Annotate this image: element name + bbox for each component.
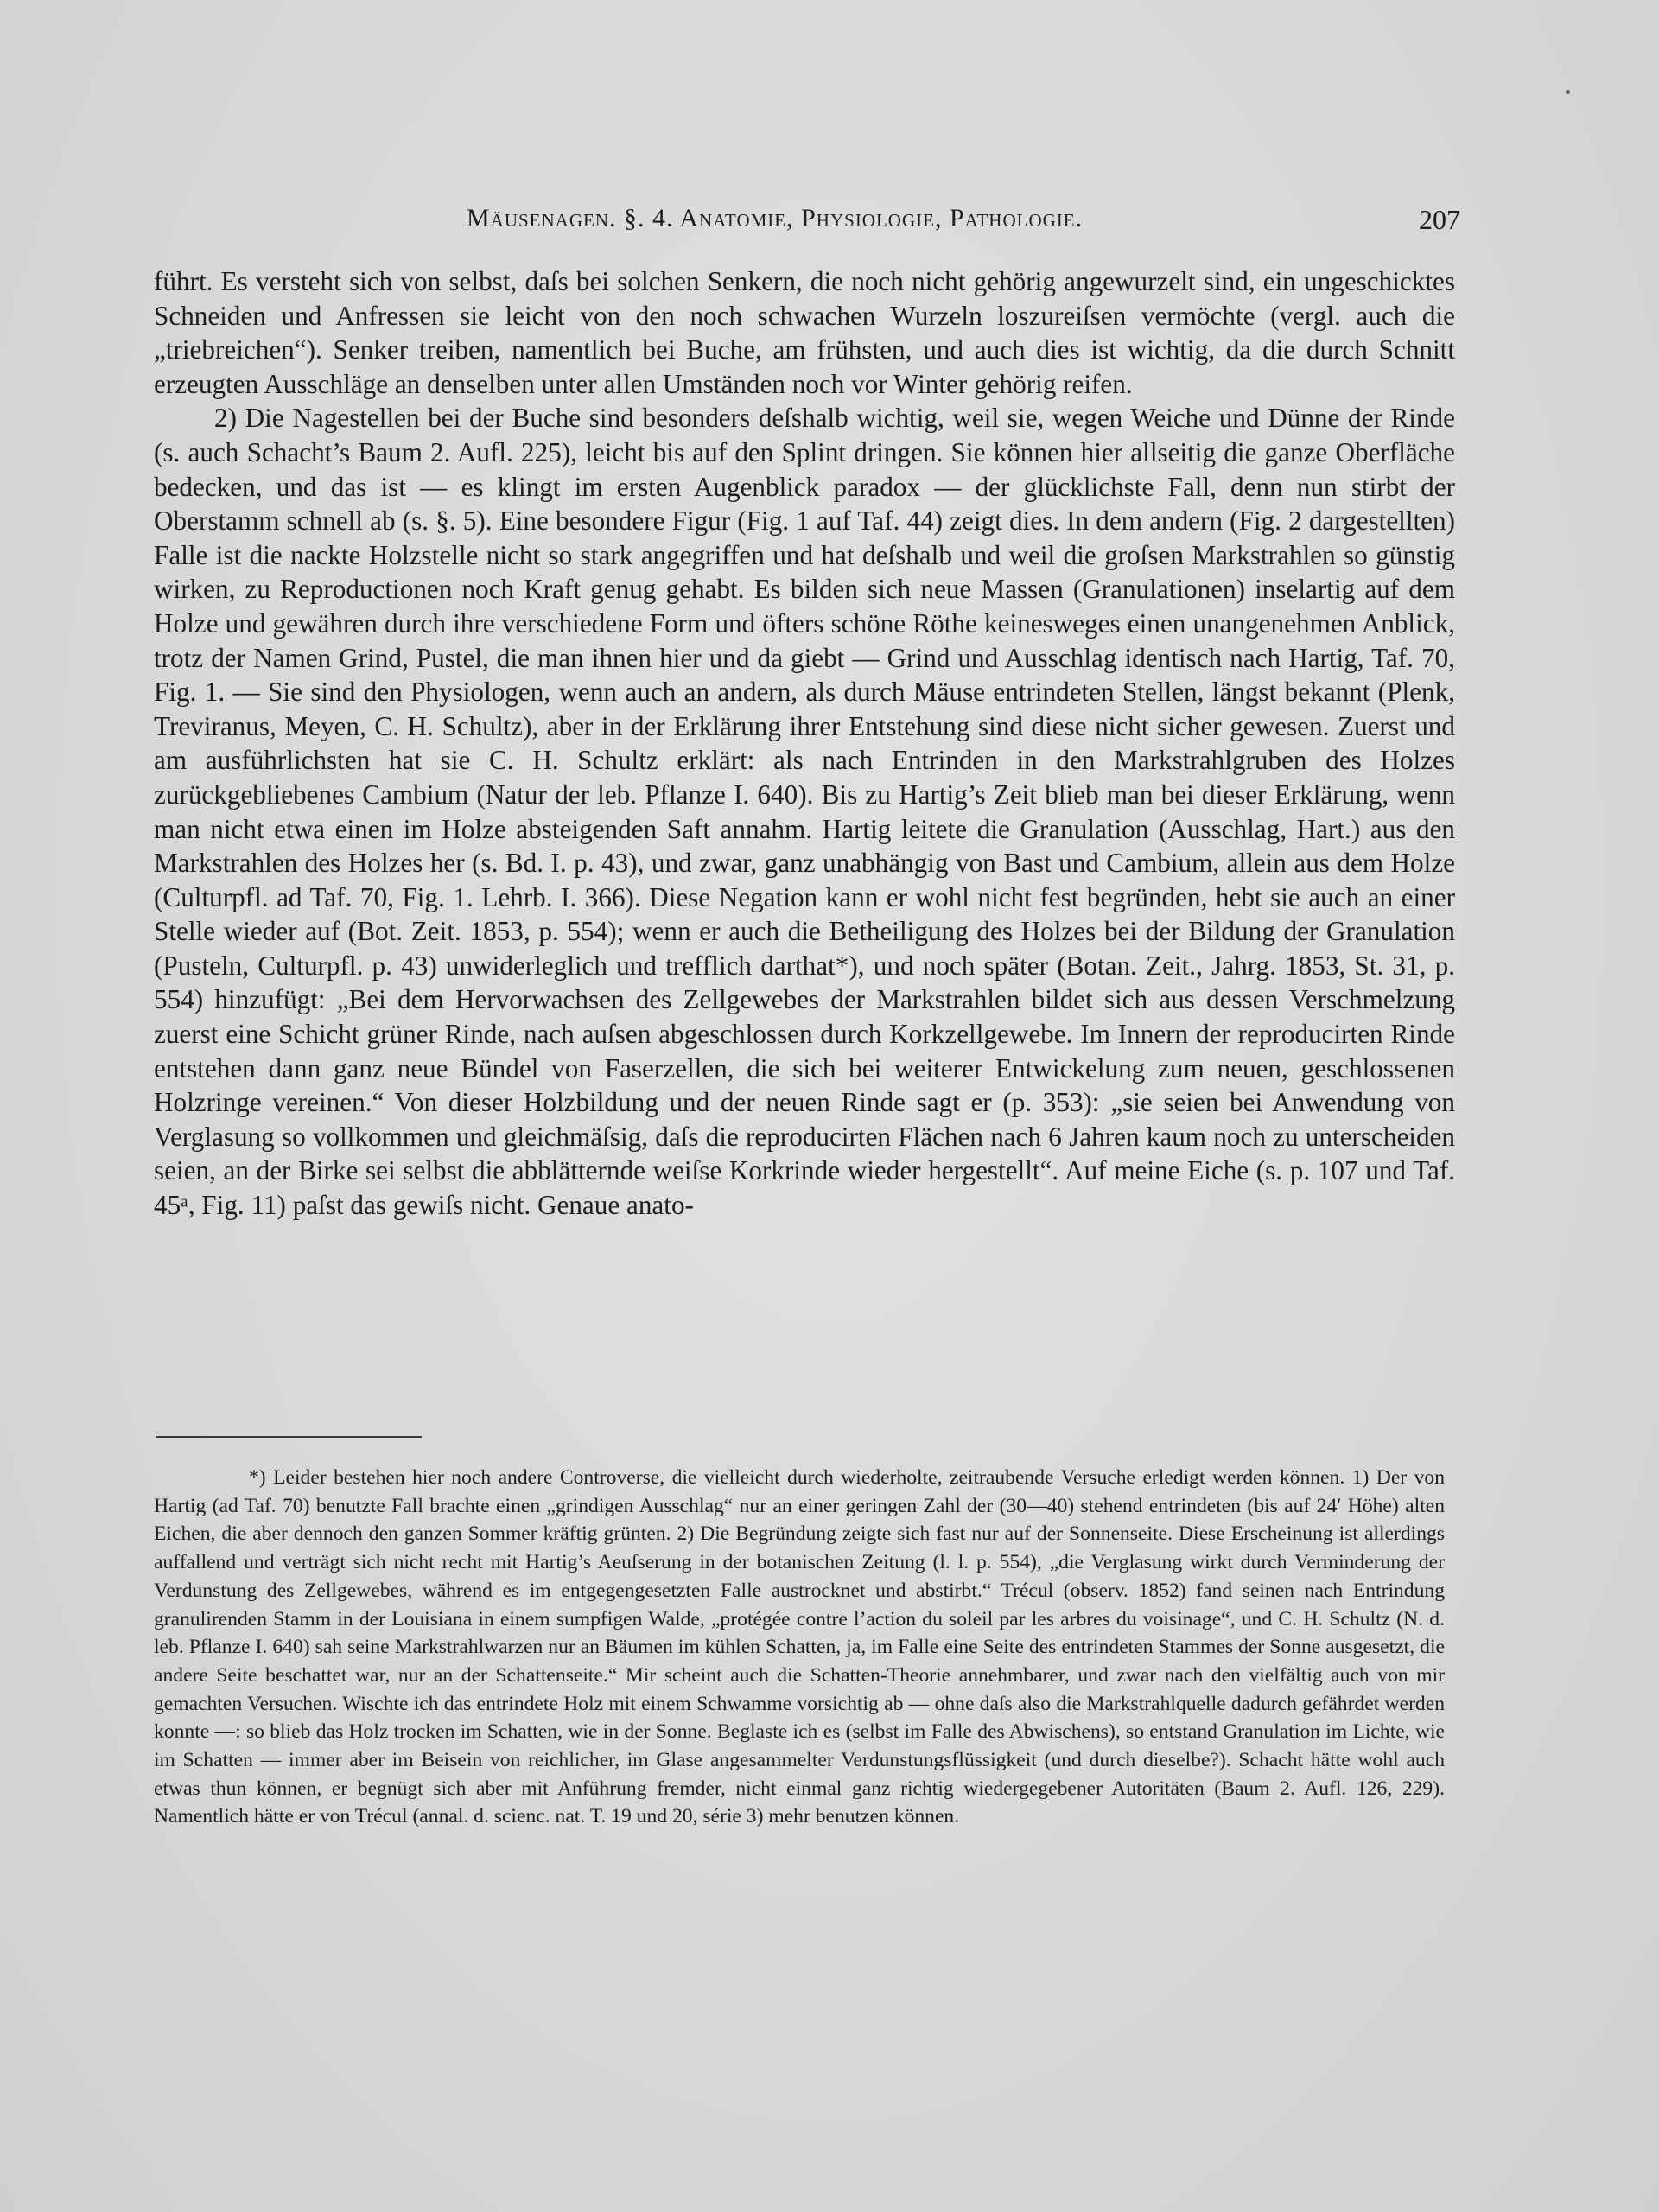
footnote-text: *) Leider bestehen hier noch andere Controverse, die vielleicht durch wiederholte, zeitraubende Versuche erledigt werden können. 1) Der von Hartig (ad Taf. 70) benutzte Fall brachte einen „grindigen Ausschlag“ nur an einer geringen Zahl der (30—40) stehend entrindeten (bis auf 24′ Höhe) alten Eichen, die aber dennoch den ganzen Sommer kräftig grünten. 2) Die Begründung zeigte sich fast nur auf der Sonnenseite. Diese Erscheinung ist allerdings auffallend und verträgt sich nicht recht mit Hartig’s Aeuſserung in der botanischen Zeitung (l. l. p. 554), „die Verglasung wirkt durch Verminderung der Verdunstung des Zellgewebes, während es im entgegengesetzten Falle austrocknet und abstirbt.“ Trécul (observ. 1852) fand seinen nach Entrindung granulirenden Stamm in der Louisiana in einem sumpfigen Walde, „protégée contre l’action du soleil par les arbres du voisinage“, und C. H. Schultz (N. d. leb. Pflanze I. 640) sah seine Markstrahlwarzen nur an Bäumen im kühlen Schatten, ja, im Falle eine Seite des entrindeten Stammes der Sonne ausgesetzt, die andere Seite beschattet war, nur an der Schattenseite.“ Mir scheint auch die Schatten-Theorie annehmbarer, und zwar nach den vielfältig auch von mir gemachten Versuchen. Wischte ich das entrindete Holz mit einem Schwamme vorsichtig ab — ohne daſs also die Markstrahlquelle dadurch gefährdet werden konnte —: so blieb das Holz trocken im Schatten, wie in der Sonne. Beglaste ich es (selbst im Falle des Abwischens), so entstand Granulation im Lichte, wie im Schatten — immer aber im Beisein von reichlicher, im Glase angesammelter Verdunstungsflüssigkeit (und durch dieselbe?). Schacht hätte wohl auch etwas thun können, er begnügt sich aber mit Anführung fremder, nicht einmal ganz richtig wiedergegebener Autoritäten (Baum 2. Aufl. 126, 229). Namentlich hätte er von Trécul (annal. d. scienc. nat. T. 19 und 20, série 3) mehr benutzen können. [154,1466,1445,1828]
body-paragraph: führt. Es versteht sich von selbst, daſs bei solchen Senkern, die noch nicht gehörig angewurzelt sind, ein ungeschicktes Schneiden und Anfressen sie leicht von den noch schwachen Wurzeln loszureiſsen vermöchte (vergl. auch die „triebreichen“). Senker treiben, namentlich bei Buche, am frühsten, und auch dies ist wichtig, da die durch Schnitt erzeugten Ausschläge an denselben unter allen Umständen noch vor Winter gehörig reifen. [154,266,1455,399]
page-header [156,204,1460,247]
page-number: 207 [1419,204,1460,235]
main-text [154,264,1455,1223]
body-paragraph: 2) Die Nagestellen bei der Buche sind besonders deſshalb wichtig, weil sie, wegen Weiche und Dünne der Rinde (s. auch Schacht’s Baum 2. Aufl. 225), leicht bis auf den Splint dringen. Sie können hier allseitig die ganze Oberfläche bedecken, und das ist — es klingt im ersten Augenblick paradox — der glücklichste Fall, denn nun stirbt der Oberstamm schnell ab (s. §. 5). Eine besondere Figur (Fig. 1 auf Taf. 44) zeigt dies. In dem andern (Fig. 2 dargestellten) Falle ist die nackte Holzstelle nicht so stark angegriffen und hat deſshalb und weil die groſsen Markstrahlen so günstig wirken, zu Reproductionen noch Kraft genug gehabt. Es bilden sich neue Massen (Granulationen) inselartig auf dem Holze und gewähren durch ihre verschiedene Form und öfters schöne Röthe keinesweges einen unangenehmen Anblick, trotz der Namen Grind, Pustel, die man ihnen hier und da giebt — Grind und Ausschlag identisch nach Hartig, Taf. 70, Fig. 1. — Sie sind den Physiologen, wenn auch an andern, als durch Mäuse entrindeten Stellen, längst bekannt (Plenk, Treviranus, Meyen, C. H. Schultz), aber in der Erklärung ihrer Entstehung sind diese nicht sicher gewesen. Zuerst und am ausführlichsten hat sie C. H. Schultz erklärt: als nach Entrinden in den Markstrahlgruben des Holzes zurückgebliebenes Cambium (Natur der leb. Pflanze I. 640). Bis zu Hartig’s Zeit blieb man bei dieser Erklärung, wenn man nicht etwa einen im Holze absteigenden Saft annahm. Hartig leitete die Granulation (Ausschlag, Hart.) aus den Markstrahlen des Holzes her (s. Bd. I. p. 43), und zwar, ganz unabhängig von Bast und Cambium, allein aus dem Holze (Culturpfl. ad Taf. 70, Fig. 1. Lehrb. I. 366). Diese Negation kann er wohl nicht fest begründen, hebt sie auch an einer Stelle wieder auf (Bot. Zeit. 1853, p. 554); wenn er auch die Betheiligung des Holzes bei der Bildung der Granulation (Pusteln, Culturpfl. p. 43) unwiderleglich und trefflich darthat*), und noch später (Botan. Zeit., Jahrg. 1853, St. 31, p. 554) hinzufügt: „Bei dem Hervorwachsen des Zellgewebes der Markstrahlen bildet sich aus dessen Verschmelzung zuerst eine Schicht grüner Rinde, nach auſsen abgeschlossen durch Korkzellgewebe. Im Innern der reproducirten Rinde entstehen dann ganz neue Bündel von Faserzellen, die sich bei weiterer Entwickelung zum neuen, geschlossenen Holzringe vereinen.“ Von dieser Holzbildung und der neuen Rinde sagt er (p. 353): „sie seien bei Anwendung von Verglasung so vollkommen und gleichmäſsig, daſs die reproducirten Flächen nach 6 Jahren kaum noch zu unterscheiden seien, an der Birke sei selbst die abblätternde weiſse Korkrinde wieder hergestellt“. Auf meine Eiche (s. p. 107 und Taf. 45ᵃ, Fig. 11) paſst das gewiſs nicht. Genaue anato- [154,403,1455,1221]
running-title: Mäusenagen. §. 4. Anatomie, Physiologie, Pathologie. [467,204,1084,232]
footnote [154,1464,1445,1831]
scan-speck [1566,90,1570,94]
footnote-separator [156,1436,422,1438]
